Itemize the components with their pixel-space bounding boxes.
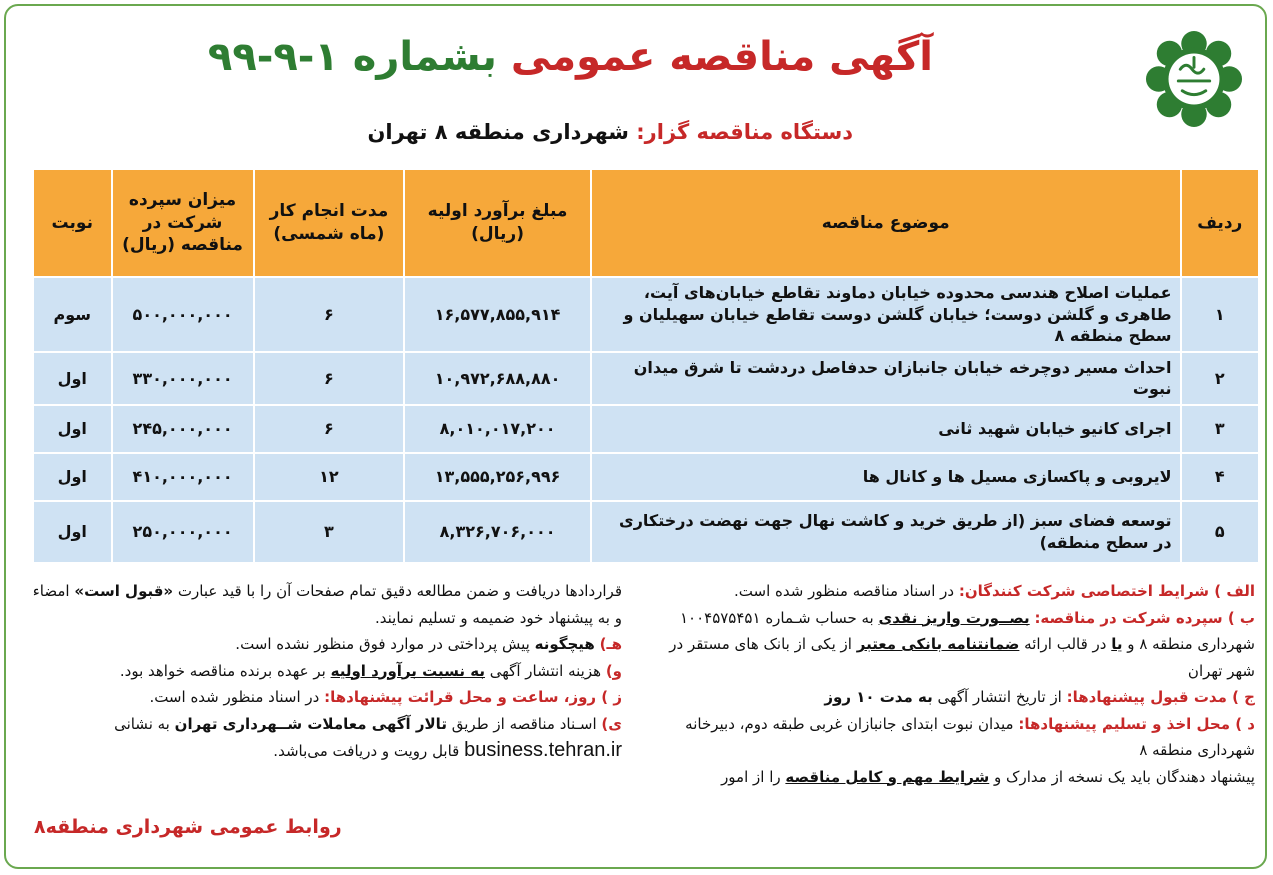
conditions-right-column (643, 578, 1255, 790)
organizer-line (367, 120, 853, 144)
cell-round: اول (33, 501, 112, 563)
table-header-row (33, 169, 1259, 277)
condition-cont-accept: «قبول است» (74, 582, 174, 600)
condition-v (22, 658, 622, 685)
condition-d-text2: پیشنهاد دهندگان باید یک نسخه از مدارک و (994, 767, 1255, 786)
cell-duration: ۳ (254, 501, 405, 563)
cell-subject: عملیات اصلاح هندسی محدوده خیابان دماوند تقاطع خیابان‌های آیت، طاهری و گلشن دوست؛ خیابان گلشن دوست تقاطع خیابان سهیلیان و سطح منطقه ۸ (591, 277, 1181, 352)
condition-b-cash: بصــورت واریز نقدی (878, 608, 1030, 627)
notice-header (0, 0, 1273, 160)
cell-duration: ۶ (254, 352, 405, 405)
header-subject: موضوع مناقصه (591, 169, 1181, 277)
condition-z-label: ز ) روز، ساعت و محل قرائت پیشنهادها: (324, 688, 622, 706)
public-relations-signature: روابط عمومی شهرداری منطقه۸ (34, 816, 342, 838)
condition-b-text1: به حساب شـماره ۱۰۰۴۵۷۵۴۵۱ شهرداری منطقه ۸ و (679, 608, 1255, 653)
table-row (33, 405, 1259, 453)
cell-round: سوم (33, 277, 112, 352)
condition-y (22, 711, 622, 765)
condition-b-text2: در قالب ارائه (1024, 635, 1107, 653)
condition-c-duration: به مدت ۱۰ روز (824, 688, 933, 706)
cell-row-number: ۲ (1181, 352, 1259, 405)
condition-a-label: الف ) شرایط اختصاصی شرکت کنندگان: (958, 582, 1255, 600)
condition-y-label: ی) (601, 714, 622, 733)
cell-deposit: ۲۵۰,۰۰۰,۰۰۰ (112, 501, 254, 563)
condition-y-hall: تالار آگهی معاملات شــهرداری تهران (174, 714, 447, 733)
condition-d-text3: را از امور (721, 767, 781, 786)
table-row (33, 453, 1259, 501)
condition-c-text: از تاریخ انتشار آگهی (937, 688, 1062, 706)
cell-estimate: ۸,۰۱۰,۰۱۷,۲۰۰ (404, 405, 591, 453)
cell-row-number: ۳ (1181, 405, 1259, 453)
condition-d (643, 711, 1255, 764)
condition-a (643, 578, 1255, 605)
tehran-municipality-logo-icon (1145, 30, 1243, 128)
condition-y-text1: اسـناد مناقصه از طریق (451, 714, 597, 733)
cell-subject: توسعه فضای سبز (از طریق خرید و کاشت نهال جهت نهضت درختکاری در سطح منطقه) (591, 501, 1181, 563)
header-duration: مدت انجام کار (ماه شمسی) (254, 169, 405, 277)
condition-a-text: در اسناد مناقصه منظور شده است. (734, 582, 955, 600)
condition-b (643, 605, 1255, 685)
condition-c-label: ج ) مدت قبول پیشنهادها: (1066, 688, 1255, 706)
table-row (33, 277, 1259, 352)
cell-duration: ۱۲ (254, 453, 405, 501)
cell-deposit: ۵۰۰,۰۰۰,۰۰۰ (112, 277, 254, 352)
condition-h-text: پیش پرداختی در موارد فوق منظور نشده است. (235, 635, 530, 653)
condition-v-label: و) (605, 661, 622, 680)
header-round: نوبت (33, 169, 112, 277)
tender-table (32, 168, 1260, 564)
condition-continued (22, 578, 622, 631)
condition-v-ratio: به نسبت برآورد اولیه (330, 661, 485, 680)
organizer-value: شهرداری منطقه ۸ تهران (367, 120, 629, 144)
condition-b-or: یا (1111, 635, 1123, 653)
cell-estimate: ۸,۳۲۶,۷۰۶,۰۰۰ (404, 501, 591, 563)
header-estimate: مبلغ برآورد اولیه (ریال) (404, 169, 591, 277)
cell-estimate: ۱۰,۹۷۲,۶۸۸,۸۸۰ (404, 352, 591, 405)
cell-row-number: ۴ (1181, 453, 1259, 501)
condition-b-guarantee: ضمانتنامه بانکی معتبر (856, 635, 1020, 653)
condition-cont-text1: قراردادها دریافت و ضمن مطالعه دقیق تمام صفحات آن را با قید عبارت (177, 582, 622, 600)
condition-v-text2: بر عهده برنده مناقصه خواهد بود. (119, 661, 326, 680)
cell-subject: اجرای کانیو خیابان شهید ثانی (591, 405, 1181, 453)
organizer-label: دستگاه مناقصه گزار: (636, 120, 853, 144)
header-row-number: ردیف (1181, 169, 1259, 277)
condition-cont-text2: امضاء و به پیشنهاد خود ضمیمه و تسلیم نمایند. (32, 582, 622, 627)
condition-d-label: د ) محل اخذ و تسلیم پیشنهادها: (1018, 714, 1255, 733)
cell-estimate: ۱۳,۵۵۵,۲۵۶,۹۹۶ (404, 453, 591, 501)
cell-duration: ۶ (254, 405, 405, 453)
condition-y-text3: قابل رویت و دریافت می‌باشد. (273, 742, 460, 760)
cell-row-number: ۵ (1181, 501, 1259, 563)
condition-d-terms: شرایط مهم و کامل مناقصه (785, 767, 990, 786)
condition-d-text: میدان نبوت ابتدای جانبازان غربی طبقه دوم، دبیرخانه شهرداری منطقه ۸ (685, 714, 1255, 759)
cell-deposit: ۳۳۰,۰۰۰,۰۰۰ (112, 352, 254, 405)
cell-duration: ۶ (254, 277, 405, 352)
condition-h-label: هـ) (599, 635, 622, 653)
table-row (33, 501, 1259, 563)
cell-deposit: ۴۱۰,۰۰۰,۰۰۰ (112, 453, 254, 501)
condition-c (643, 684, 1255, 711)
condition-y-text2: به نشانی (114, 714, 170, 733)
notice-title-number: بشماره ۱-۹-۹۹ (207, 34, 497, 80)
condition-d-continued (643, 764, 1255, 791)
cell-round: اول (33, 352, 112, 405)
condition-h (22, 631, 622, 658)
conditions-left-column (22, 578, 622, 765)
cell-round: اول (33, 453, 112, 501)
condition-z (22, 684, 622, 711)
cell-estimate: ۱۶,۵۷۷,۸۵۵,۹۱۴ (404, 277, 591, 352)
cell-subject: احداث مسیر دوچرخه خیابان جانبازان حدفاصل دردشت تا شرق میدان نبوت (591, 352, 1181, 405)
condition-v-text1: هزینه انتشار آگهی (489, 661, 602, 680)
condition-h-none: هیچگونه (534, 635, 595, 653)
cell-deposit: ۲۴۵,۰۰۰,۰۰۰ (112, 405, 254, 453)
cell-round: اول (33, 405, 112, 453)
condition-y-url: business.tehran.ir (464, 739, 622, 761)
header-deposit: میزان سپرده شرکت در مناقصه (ریال) (112, 169, 254, 277)
condition-b-label: ب ) سپرده شرکت در مناقصه: (1034, 608, 1255, 627)
condition-z-text: در اسناد منظور شده است. (149, 688, 320, 706)
table-row (33, 352, 1259, 405)
cell-subject: لایروبی و پاکسازی مسیل ها و کانال ها (591, 453, 1181, 501)
notice-title (208, 34, 933, 80)
condition-b-text3: از یکی از بانک های مستقر در شهر تهران (669, 635, 1255, 680)
cell-row-number: ۱ (1181, 277, 1259, 352)
notice-title-main: آگهی مناقصه عمومی (510, 34, 933, 80)
